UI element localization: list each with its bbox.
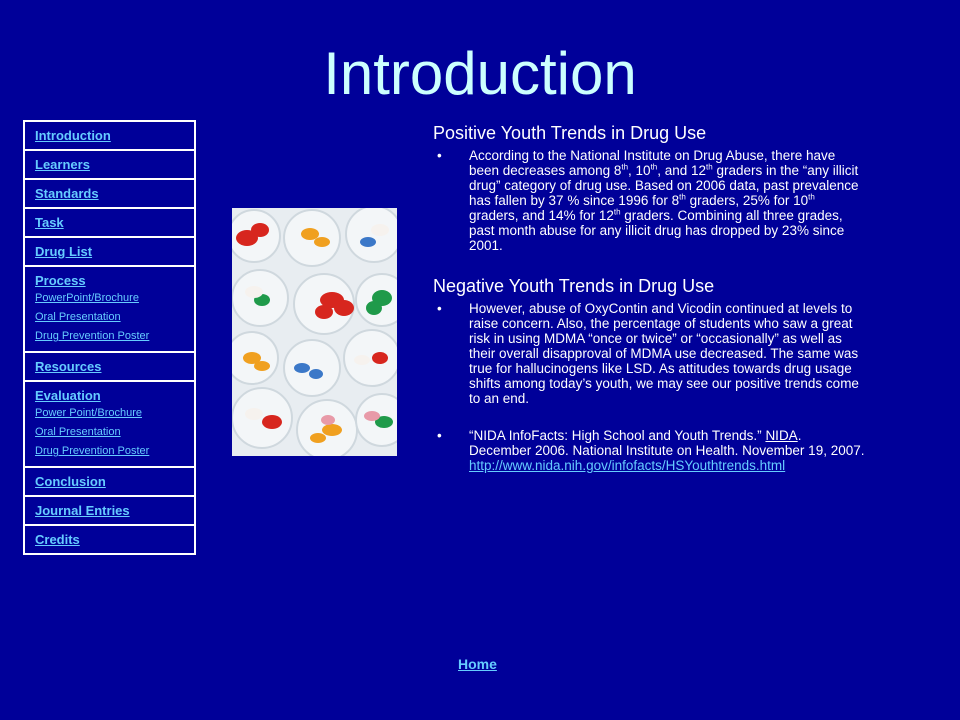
superscript-th: th: [650, 162, 658, 172]
bullet-1: •: [437, 148, 442, 163]
nav-cell-process: [25, 267, 194, 353]
positive-text-part: graders. Combining all three grades, past month abuse for any illicit drug has dropped by 23% since 2001.: [469, 208, 845, 253]
citation: [433, 428, 865, 473]
superscript-th: th: [706, 162, 713, 172]
nav-link-credits[interactable]: Credits: [35, 532, 80, 547]
positive-trends-heading: Positive Youth Trends in Drug Use: [433, 123, 707, 143]
positive-text-part: graders in the “any illicit drug” category of drug use. Based on 2006 data, past prevalence has fallen by 37 % since 1996 for 8: [469, 163, 859, 208]
nav-link-process[interactable]: Process: [35, 273, 86, 288]
nav-link-resources[interactable]: Resources: [35, 359, 102, 374]
superscript-th: th: [621, 162, 629, 172]
nav-link-process-powerpoint[interactable]: PowerPoint/Brochure: [35, 292, 139, 304]
positive-text-part: graders, and 14% for 12: [469, 208, 614, 223]
bullet-2: •: [437, 301, 442, 316]
nav-link-evaluation-oral-presentation[interactable]: Oral Presentation: [35, 426, 121, 438]
nav-link-evaluation-poster[interactable]: Drug Prevention Poster: [35, 445, 150, 457]
nav-cell-credits: [25, 526, 194, 553]
nav-link-evaluation[interactable]: Evaluation: [35, 388, 101, 403]
citation-nida: NIDA: [765, 428, 798, 443]
negative-trends-text: [433, 301, 865, 406]
nav-cell-drug-list: [25, 238, 194, 267]
bullet-3: •: [437, 428, 442, 443]
home-link[interactable]: Home: [458, 656, 497, 672]
superscript-th: th: [679, 192, 686, 202]
nav-link-journal-entries[interactable]: Journal Entries: [35, 503, 130, 518]
citation-title: “NIDA InfoFacts: High School and Youth Trends.”: [469, 428, 762, 443]
positive-text-part: According to the National Institute on Drug Abuse, there have been decreases among 8: [469, 148, 836, 178]
citation-details: . December 2006. National Institute on Health. November 19, 2007.: [469, 428, 865, 458]
nav-link-conclusion[interactable]: Conclusion: [35, 474, 106, 489]
negative-text: However, abuse of OxyContin and Vicodin continued at levels to raise concern. Also, the percentage of students who saw a great risk in using MDMA “once or twice” or “occasionally” as well as their overall disapproval of MDMA use decreased. The same was true for hallucinogens like LSD. As attitudes towards drug usage shifts among today’s youth, we may see our positive trends come to an end.: [469, 301, 859, 406]
nav-link-standards[interactable]: Standards: [35, 186, 99, 201]
positive-text-part: , and 12: [657, 163, 707, 178]
nav-link-process-oral-presentation[interactable]: Oral Presentation: [35, 311, 121, 323]
superscript-th: th: [808, 192, 815, 202]
nav-cell-standards: [25, 180, 194, 209]
positive-text-part: , 10: [628, 163, 651, 178]
page-title: Introduction: [323, 40, 637, 107]
positive-trends-text: [433, 148, 865, 253]
nav-link-process-poster[interactable]: Drug Prevention Poster: [35, 330, 150, 342]
nav-link-introduction[interactable]: Introduction: [35, 128, 111, 143]
nav-link-drug-list[interactable]: Drug List: [35, 244, 93, 259]
nav-cell-conclusion: [25, 468, 194, 497]
nav-cell-journal-entries: [25, 497, 194, 526]
main-content: [433, 122, 865, 473]
nav-cell-resources: [25, 353, 194, 382]
navigation-menu: [23, 120, 196, 555]
nav-cell-task: [25, 209, 194, 238]
superscript-th: th: [613, 207, 621, 217]
nav-link-evaluation-powerpoint[interactable]: Power Point/Brochure: [35, 407, 142, 419]
nav-cell-learners: [25, 151, 194, 180]
nav-link-learners[interactable]: Learners: [35, 157, 90, 172]
positive-text-part: graders, 25% for 10: [685, 193, 809, 208]
nav-link-task[interactable]: Task: [35, 215, 64, 230]
nav-cell-evaluation: [25, 382, 194, 468]
nav-cell-introduction: [25, 122, 194, 151]
negative-trends-heading: Negative Youth Trends in Drug Use: [433, 276, 715, 296]
pill-jars-image: [232, 208, 397, 456]
citation-url-link[interactable]: http://www.nida.nih.gov/infofacts/HSYouthtrends.html: [469, 458, 786, 473]
pills-photo: [232, 208, 397, 456]
